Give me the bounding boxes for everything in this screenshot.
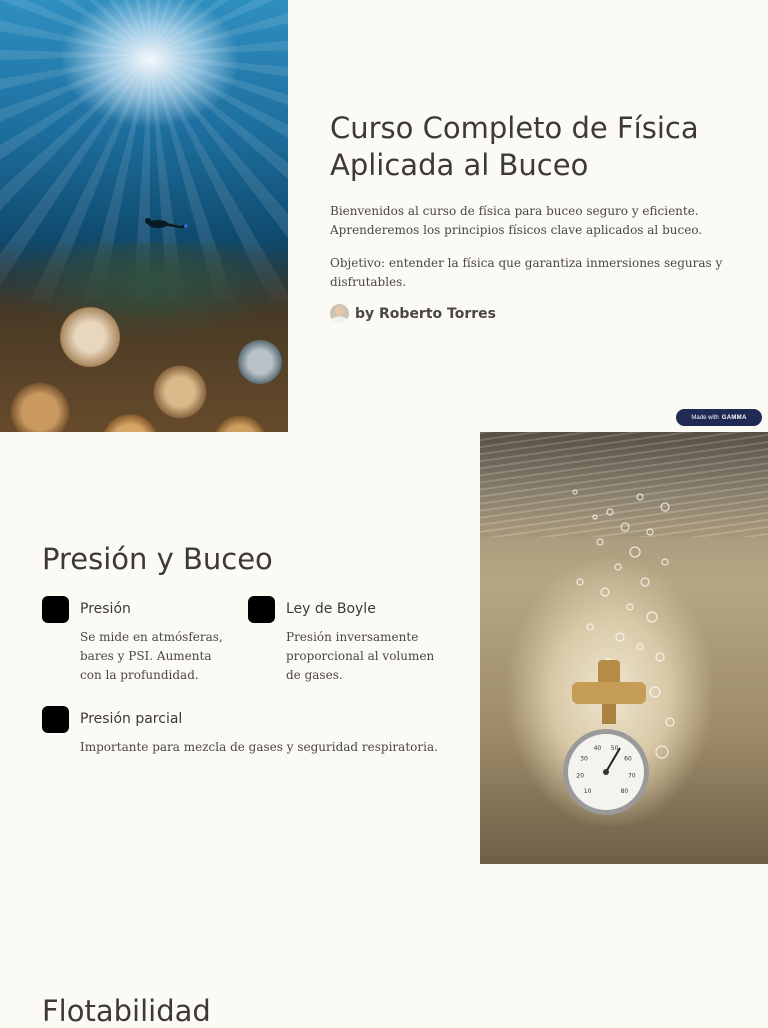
feature-title-presion: Presión bbox=[80, 601, 131, 617]
hero-goal-text: Objetivo: entender la física que garantiza inmersiones seguras y disfrutables. bbox=[330, 256, 723, 289]
section-title-pressure: Presión y Buceo bbox=[42, 542, 273, 576]
pressure-gauge-image bbox=[480, 432, 768, 864]
gauge-hub bbox=[603, 769, 609, 775]
feature-icon bbox=[248, 596, 275, 623]
feature-desc-presion: Se mide en atmósferas, bares y PSI. Aumenta con la profundidad. bbox=[80, 630, 223, 682]
gauge-tick-label: 80 bbox=[620, 787, 629, 795]
author-name: by Roberto Torres bbox=[355, 305, 496, 322]
section-title-buoyancy: Flotabilidad bbox=[42, 994, 211, 1028]
feature-title-boyle: Ley de Boyle bbox=[286, 601, 376, 617]
feature-title-presion-parcial: Presión parcial bbox=[80, 711, 183, 727]
gauge-tick-label: 30 bbox=[580, 755, 588, 763]
gauge-tick-label: 20 bbox=[576, 772, 585, 780]
hero-underwater-image bbox=[0, 0, 288, 432]
feature-icon bbox=[42, 596, 69, 623]
feature-desc-boyle: Presión inversamente proporcional al volumen de gases. bbox=[286, 630, 435, 682]
hero-intro-text: Bienvenidos al curso de física para buceo seguro y eficiente. Aprenderemos los principios físicos clave aplicados al buceo. bbox=[330, 204, 703, 237]
gauge-illustration bbox=[480, 432, 768, 864]
gauge-tick-label: 10 bbox=[583, 787, 592, 795]
made-with-gamma-badge[interactable] bbox=[676, 409, 762, 426]
feature-icon bbox=[42, 706, 69, 733]
gauge-stem bbox=[602, 704, 616, 724]
gamma-logo: GAMMA bbox=[721, 414, 747, 421]
valve-pipe bbox=[572, 682, 646, 704]
avatar bbox=[330, 304, 349, 323]
gauge-tick-label: 70 bbox=[627, 772, 636, 780]
author-row bbox=[330, 304, 496, 323]
gauge-tick-label: 60 bbox=[624, 755, 632, 763]
page-title: Curso Completo de Física Aplicada al Buceo bbox=[330, 111, 699, 182]
coral-reef bbox=[0, 242, 288, 432]
bubbles bbox=[573, 490, 674, 758]
diver-silhouette bbox=[140, 215, 190, 235]
gauge-tick-label: 40 bbox=[593, 745, 602, 752]
badge-prefix: Made with bbox=[691, 414, 719, 421]
feature-desc-presion-parcial: Importante para mezcla de gases y seguridad respiratoria. bbox=[80, 740, 438, 754]
gauge-tick-label: 50 bbox=[610, 745, 619, 752]
